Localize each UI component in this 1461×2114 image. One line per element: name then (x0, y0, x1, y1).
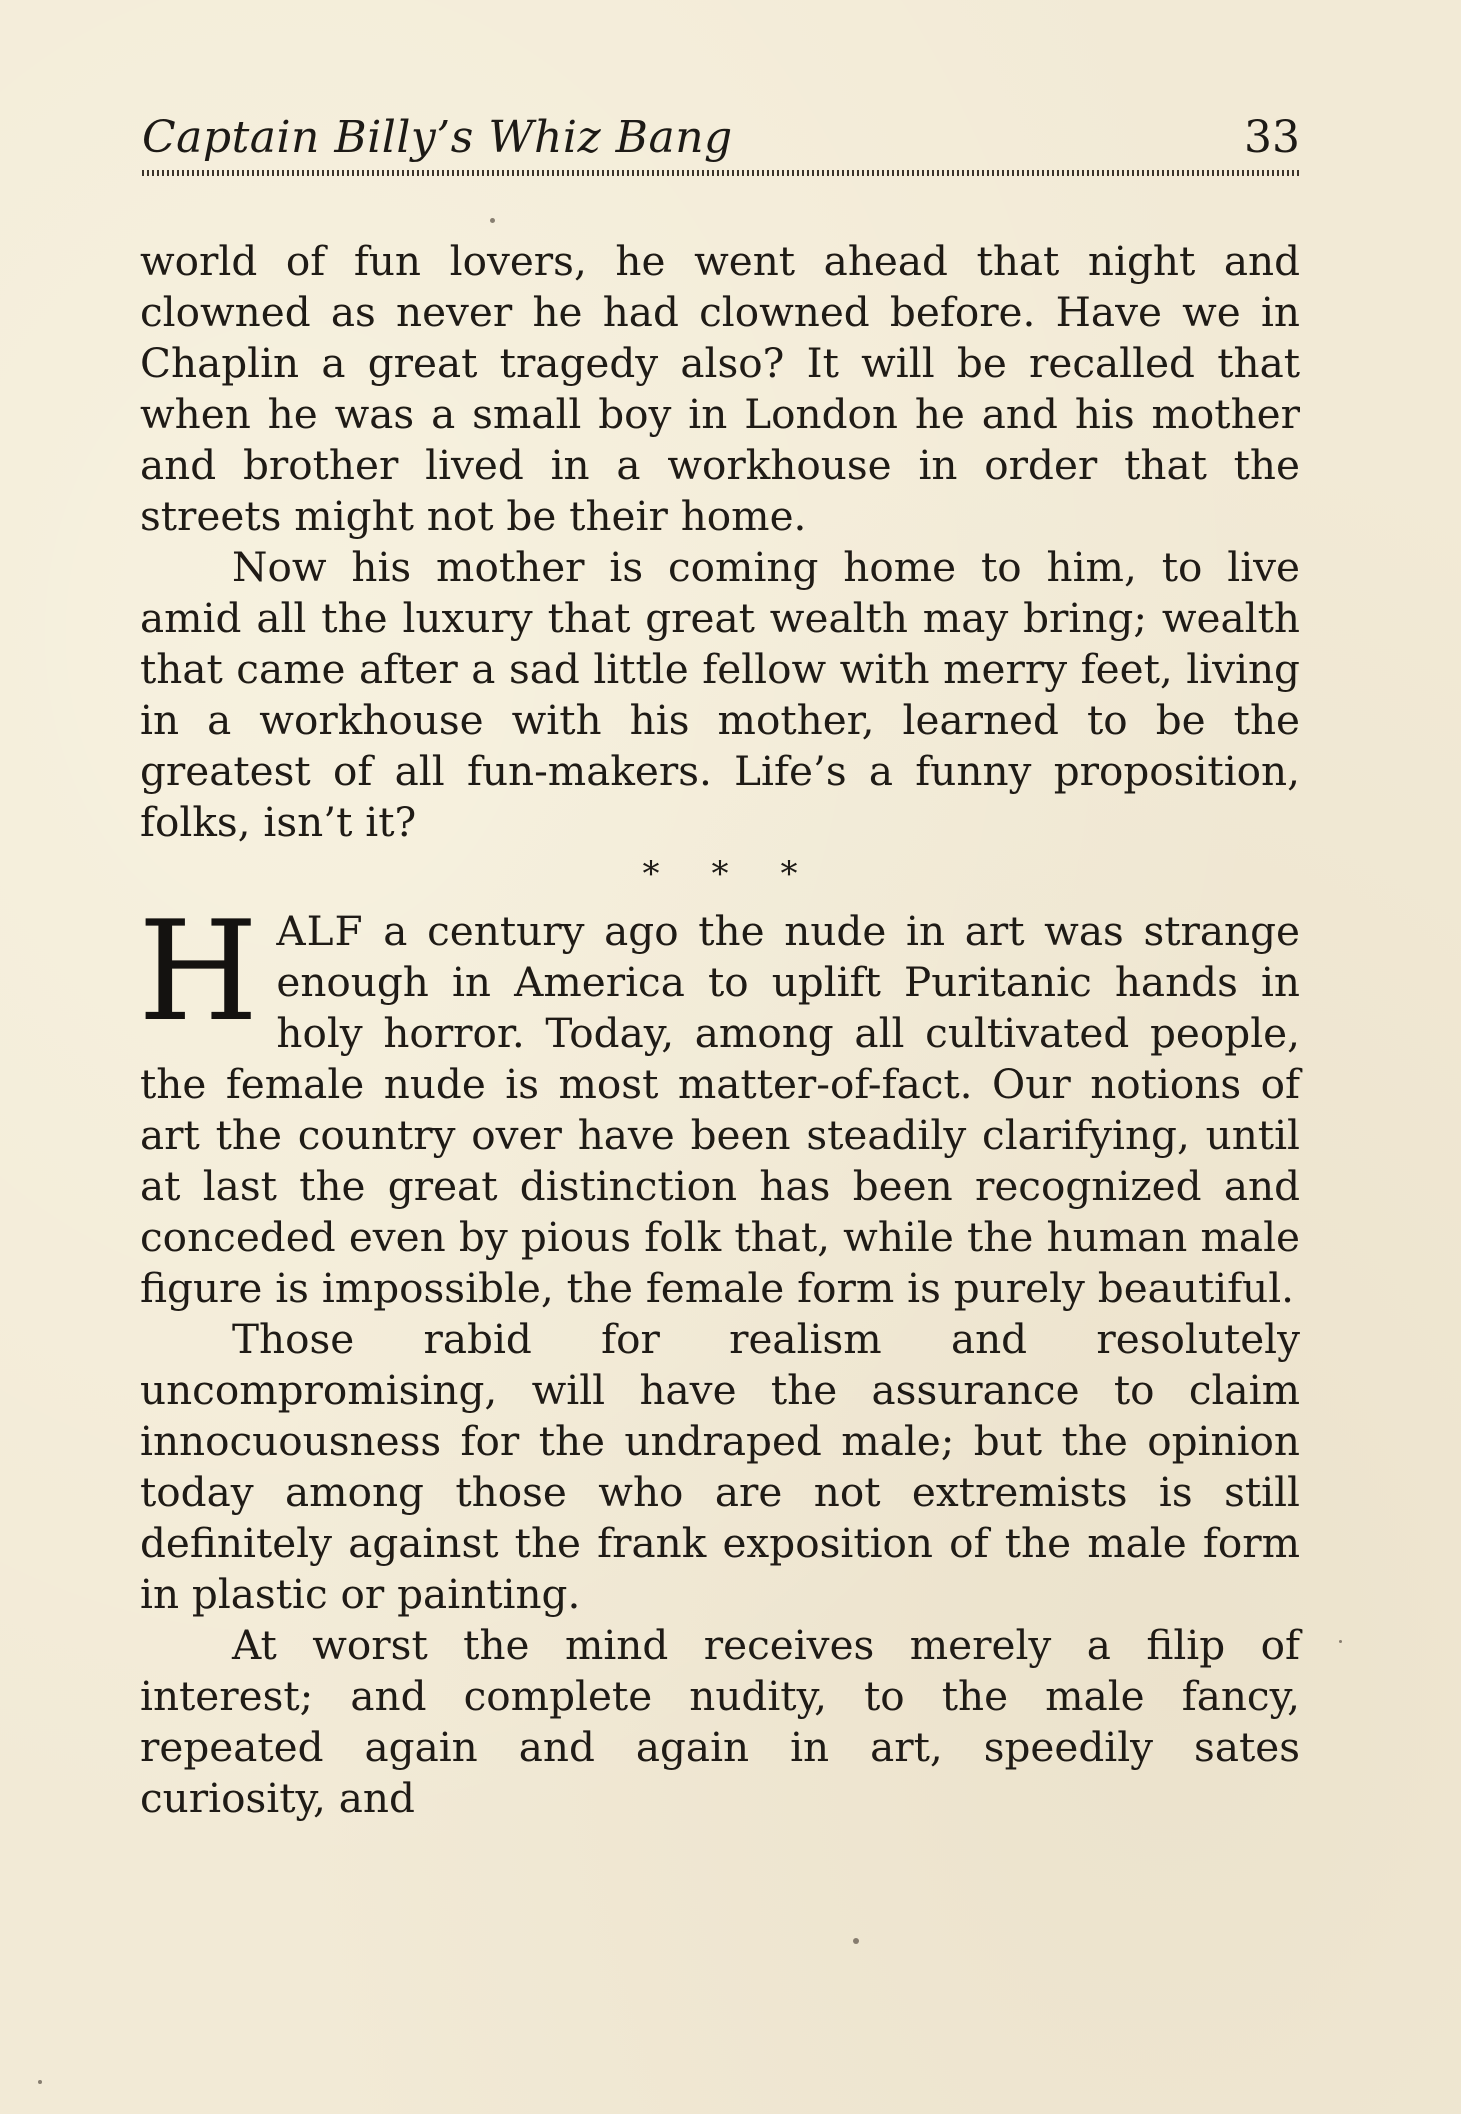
paragraph-nude-in-art-text: a century ago the nude in art was strange enough in America to uplift Puritanic hands in holy horror. Today, among all cultivated people, the female nude is most matter-of-fact. Our notions of art the country over have been steadily clarifying, until at last the great distinction has been recognized and conceded even by pious folk that, while the human male figure is impossible, the female form is purely beautiful. (140, 907, 1300, 1312)
paragraph-mother: Now his mother is coming home to him, to live amid all the luxury that great wealth may bring; wealth that came after a sad little fellow with merry feet, living in a workhouse with his mother, learned to be the greatest of all fun-makers. Life’s a funny proposition, folks, isn’t it? (140, 543, 1300, 846)
paper-speck (38, 2080, 42, 2084)
separator-asterisk: * (642, 854, 712, 894)
paper-speck (1339, 1640, 1342, 1643)
separator-asterisk: * (780, 854, 850, 894)
separator-asterisk: * (711, 854, 781, 894)
drop-cap: H (138, 891, 259, 1052)
header-rule (142, 170, 1300, 176)
paragraph-worst: At worst the mind receives merely a filip of interest; and complete nudity, to the male fancy, repeated again and again in art, speedily sates curiosity, and (140, 1621, 1300, 1822)
small-caps-lead: ALF (276, 907, 364, 955)
paragraph-realism: Those rabid for realism and resolutely uncompromising, will have the assurance to claim innocuousness for the undraped male; but the opinion today among those who are not extremists is still definitely against the frank exposition of the male form in plastic or painting. (140, 1315, 1300, 1618)
section-separator (192, 848, 1300, 900)
paper-speck (490, 218, 495, 223)
journal-title: Captain Billy’s Whiz Bang (142, 112, 733, 163)
paragraph-continuation: world of fun lovers, he went ahead that night and clowned as never he had clowned before. Have we in Chaplin a great tragedy also? It will be recalled that when he was a small boy in London he and his mother and brother lived in a workhouse in order that the streets might not be their home. (140, 237, 1300, 540)
paragraph-nude-in-art (138, 891, 1300, 1314)
running-head (142, 112, 1300, 172)
paper-speck (853, 1938, 859, 1944)
page-number: 33 (1244, 112, 1300, 163)
article-text (140, 236, 1300, 1824)
